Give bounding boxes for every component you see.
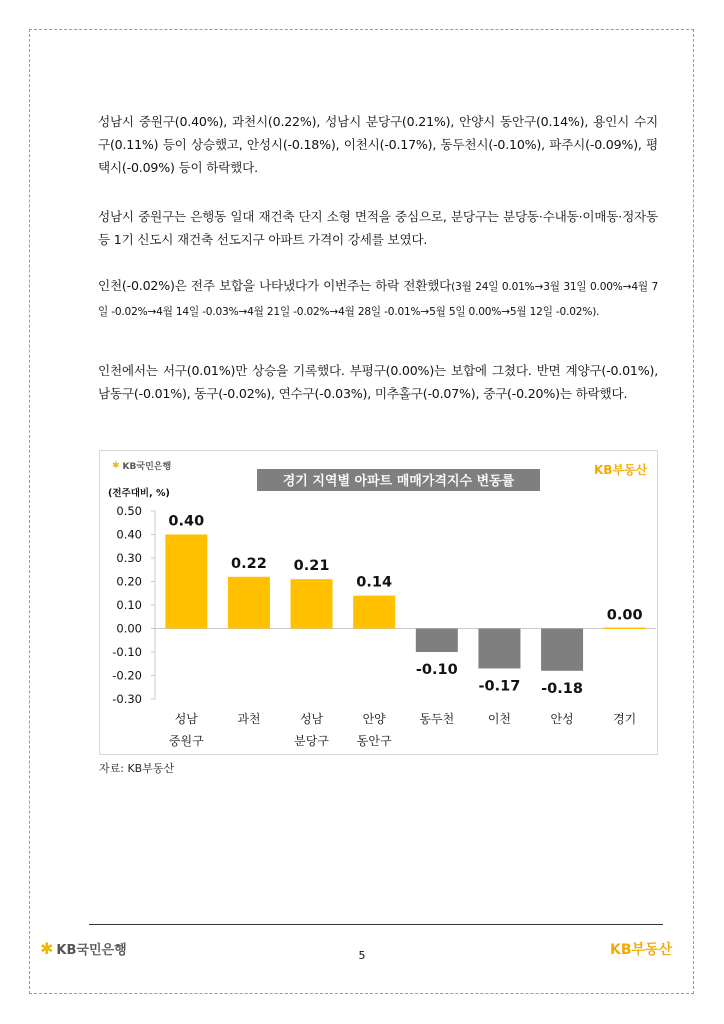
y-tick-label: 0.20 bbox=[116, 574, 142, 589]
bar bbox=[604, 628, 646, 630]
bar bbox=[291, 579, 333, 628]
category-label: 중원구 bbox=[168, 734, 204, 748]
category-label: 안양 bbox=[362, 712, 386, 726]
category-label: 과천 bbox=[237, 712, 261, 726]
source-note: 자료: KB부동산 bbox=[99, 762, 175, 775]
kb-brand-footer: KB부동산 bbox=[610, 942, 673, 958]
bar bbox=[416, 629, 458, 653]
bar bbox=[228, 577, 270, 629]
kb-star-icon: ✱ bbox=[112, 460, 120, 471]
y-tick-label: -0.10 bbox=[112, 645, 142, 659]
data-label: 0.00 bbox=[606, 607, 643, 624]
bar bbox=[541, 629, 583, 671]
kb-bank-logo-small: ✱ KB국민은행 bbox=[112, 460, 172, 472]
chart-title: 경기 지역별 아파트 매매가격지수 변동률 bbox=[282, 474, 515, 489]
data-label: -0.18 bbox=[541, 680, 583, 697]
incheon-trend-main: 인천(-0.02%)은 전주 보합을 나타냈다가 이번주는 하락 전환했다 bbox=[98, 278, 452, 293]
kb-brand-small: KB부동산 bbox=[594, 463, 648, 477]
category-label: 성남 bbox=[174, 712, 198, 726]
paragraph-incheon-trend bbox=[98, 274, 658, 324]
y-tick-label: 0.00 bbox=[116, 621, 142, 636]
category-label: 경기 bbox=[613, 712, 637, 726]
data-label: -0.10 bbox=[415, 662, 458, 678]
paragraph-seongnam-detail: 성남시 중원구는 은행동 일대 재건축 단지 소형 면적을 중심으로, 분당구는 분당동·수내동·이매동·정자동 등 1기 신도시 재건축 선도지구 아파트 가격이 강세를 보였다. bbox=[98, 209, 658, 247]
data-label: 0.21 bbox=[293, 558, 330, 575]
bar-chart bbox=[99, 450, 658, 755]
y-tick-label: 0.30 bbox=[116, 551, 142, 565]
category-label: 성남 bbox=[299, 712, 324, 726]
y-tick-label: -0.20 bbox=[112, 668, 142, 683]
y-axis-label: (전주대비, %) bbox=[108, 488, 170, 499]
y-tick-label: -0.30 bbox=[112, 692, 142, 706]
data-label: 0.40 bbox=[168, 513, 205, 530]
y-tick-label: 0.50 bbox=[116, 504, 142, 518]
category-label: 이천 bbox=[487, 712, 512, 726]
kb-bank-logo-footer: ✱ KB국민은행 bbox=[40, 939, 127, 958]
data-label: 0.22 bbox=[231, 555, 267, 572]
paragraph-gyeonggi-summary: 성남시 중원구(0.40%), 과천시(0.22%), 성남시 분당구(0.21%), 안양시 동안구(0.14%), 용인시 수지구(0.11%) 등이 상승했고, 안성시(-0.18%), 이천시(-0.17%), 동두천시(-0.10%), 파주시(-0.09%), 평택시(-0.09%) 등이 하락했다. bbox=[98, 114, 658, 175]
page-number: 5 bbox=[358, 949, 366, 962]
incheon-trend-detail: (3월 24일 0.01%→3월 31일 0.00%→4월 7일 -0.02%→4월 14일 -0.03%→4월 21일 -0.02%→4월 28일 -0.01%→5월 5일 0.00%→5월 12일 -0.02%). bbox=[98, 281, 658, 318]
bar bbox=[353, 596, 395, 629]
bar bbox=[478, 629, 520, 669]
data-label: -0.17 bbox=[478, 678, 521, 695]
y-tick-label: 0.10 bbox=[116, 598, 142, 612]
kb-star-icon: ✱ bbox=[40, 939, 54, 958]
y-tick-label: 0.40 bbox=[116, 527, 142, 542]
category-label: 분당구 bbox=[294, 734, 329, 748]
category-label: 동두천 bbox=[419, 712, 455, 726]
category-label: 안성 bbox=[550, 712, 574, 726]
footer-divider bbox=[89, 924, 663, 925]
bar bbox=[165, 535, 207, 629]
chart-svg bbox=[100, 451, 659, 756]
paragraph-incheon-districts: 인천에서는 서구(0.01%)만 상승을 기록했다. 부평구(0.00%)는 보합에 그쳤다. 반면 계양구(-0.01%), 남동구(-0.01%), 동구(-0.02%), 연수구(-0.03%), 미추홀구(-0.07%), 중구(-0.20%)는 하락했다. bbox=[98, 363, 658, 401]
data-label: 0.14 bbox=[356, 574, 393, 591]
category-label: 동안구 bbox=[356, 734, 392, 748]
